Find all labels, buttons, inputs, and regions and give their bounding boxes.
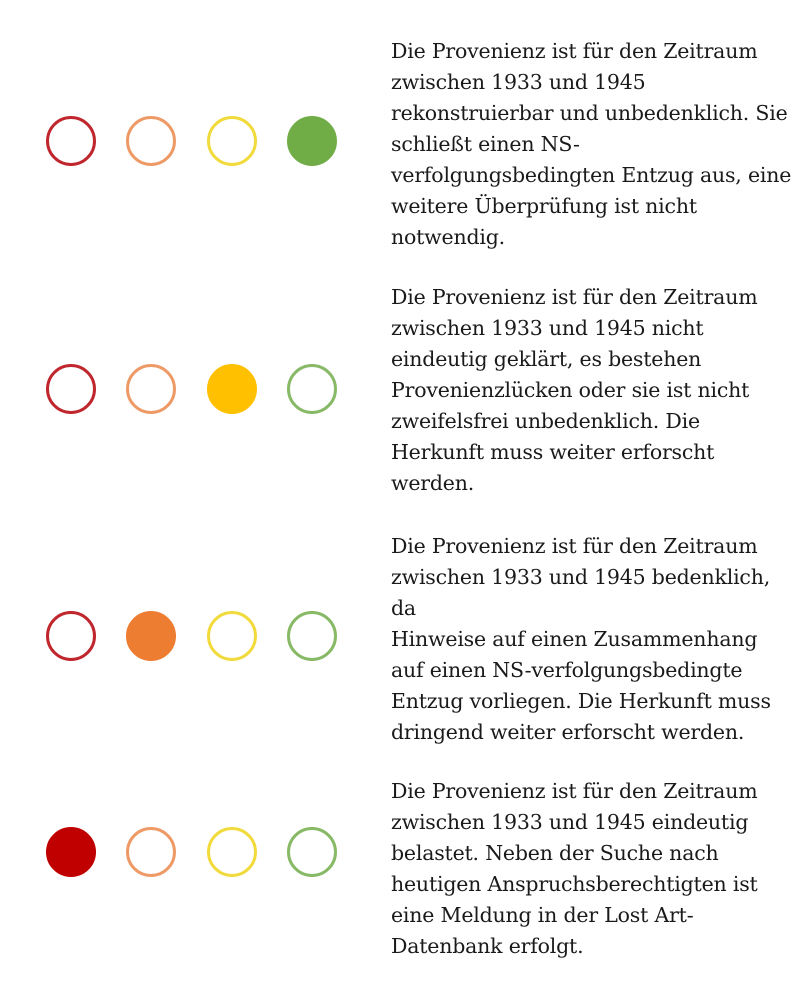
- rating-description: [391, 531, 796, 748]
- traffic-light-indicator: [46, 116, 346, 174]
- yellow-circle-icon: [207, 827, 257, 877]
- description-line: Die Provenienz ist für den Zeitraum: [391, 285, 758, 309]
- description-line: werden.: [391, 471, 475, 495]
- description-line: Hinweise auf einen Zusammenhang: [391, 627, 758, 651]
- description-line: eine Meldung in der Lost Art-: [391, 903, 694, 927]
- red-circle-icon: [46, 116, 96, 166]
- rating-description: [391, 36, 796, 253]
- description-line: schließt einen NS-: [391, 132, 580, 156]
- description-line: Die Provenienz ist für den Zeitraum: [391, 39, 758, 63]
- orange-circle-icon: [126, 364, 176, 414]
- yellow-circle-icon: [207, 116, 257, 166]
- description-line: belastet. Neben der Suche nach: [391, 841, 719, 865]
- description-line: eindeutig geklärt, es bestehen: [391, 347, 702, 371]
- description-line: Provenienzlücken oder sie ist nicht: [391, 378, 750, 402]
- description-line: rekonstruierbar und unbedenklich. Sie: [391, 101, 788, 125]
- description-line: zweifelsfrei unbedenklich. Die: [391, 409, 700, 433]
- green-circle-icon: [287, 116, 337, 166]
- description-line: dringend weiter erforscht werden.: [391, 720, 745, 744]
- description-line: Die Provenienz ist für den Zeitraum: [391, 534, 758, 558]
- description-line: Datenbank erfolgt.: [391, 934, 584, 958]
- yellow-circle-icon: [207, 611, 257, 661]
- green-circle-icon: [287, 364, 337, 414]
- orange-circle-icon: [126, 116, 176, 166]
- red-circle-icon: [46, 364, 96, 414]
- description-line: Herkunft muss weiter erforscht: [391, 440, 715, 464]
- rating-description: [391, 776, 796, 962]
- green-circle-icon: [287, 827, 337, 877]
- red-circle-icon: [46, 827, 96, 877]
- traffic-light-indicator: [46, 611, 346, 669]
- yellow-circle-icon: [207, 364, 257, 414]
- description-line: weitere Überprüfung ist nicht: [391, 194, 697, 218]
- description-line: Die Provenienz ist für den Zeitraum: [391, 779, 758, 803]
- rating-description: [391, 282, 796, 499]
- description-line: auf einen NS-verfolgungsbedingte: [391, 658, 743, 682]
- orange-circle-icon: [126, 827, 176, 877]
- description-line: zwischen 1933 und 1945: [391, 70, 646, 94]
- description-line: Entzug vorliegen. Die Herkunft muss: [391, 689, 771, 713]
- red-circle-icon: [46, 611, 96, 661]
- orange-circle-icon: [126, 611, 176, 661]
- description-line: zwischen 1933 und 1945 nicht: [391, 316, 704, 340]
- green-circle-icon: [287, 611, 337, 661]
- traffic-light-indicator: [46, 827, 346, 885]
- description-line: notwendig.: [391, 225, 505, 249]
- description-line: heutigen Anspruchsberechtigten ist: [391, 872, 758, 896]
- description-line: zwischen 1933 und 1945 eindeutig: [391, 810, 749, 834]
- description-line: verfolgungsbedingten Entzug aus, eine: [391, 163, 792, 187]
- traffic-light-indicator: [46, 364, 346, 422]
- description-line: zwischen 1933 und 1945 bedenklich, da: [391, 565, 771, 620]
